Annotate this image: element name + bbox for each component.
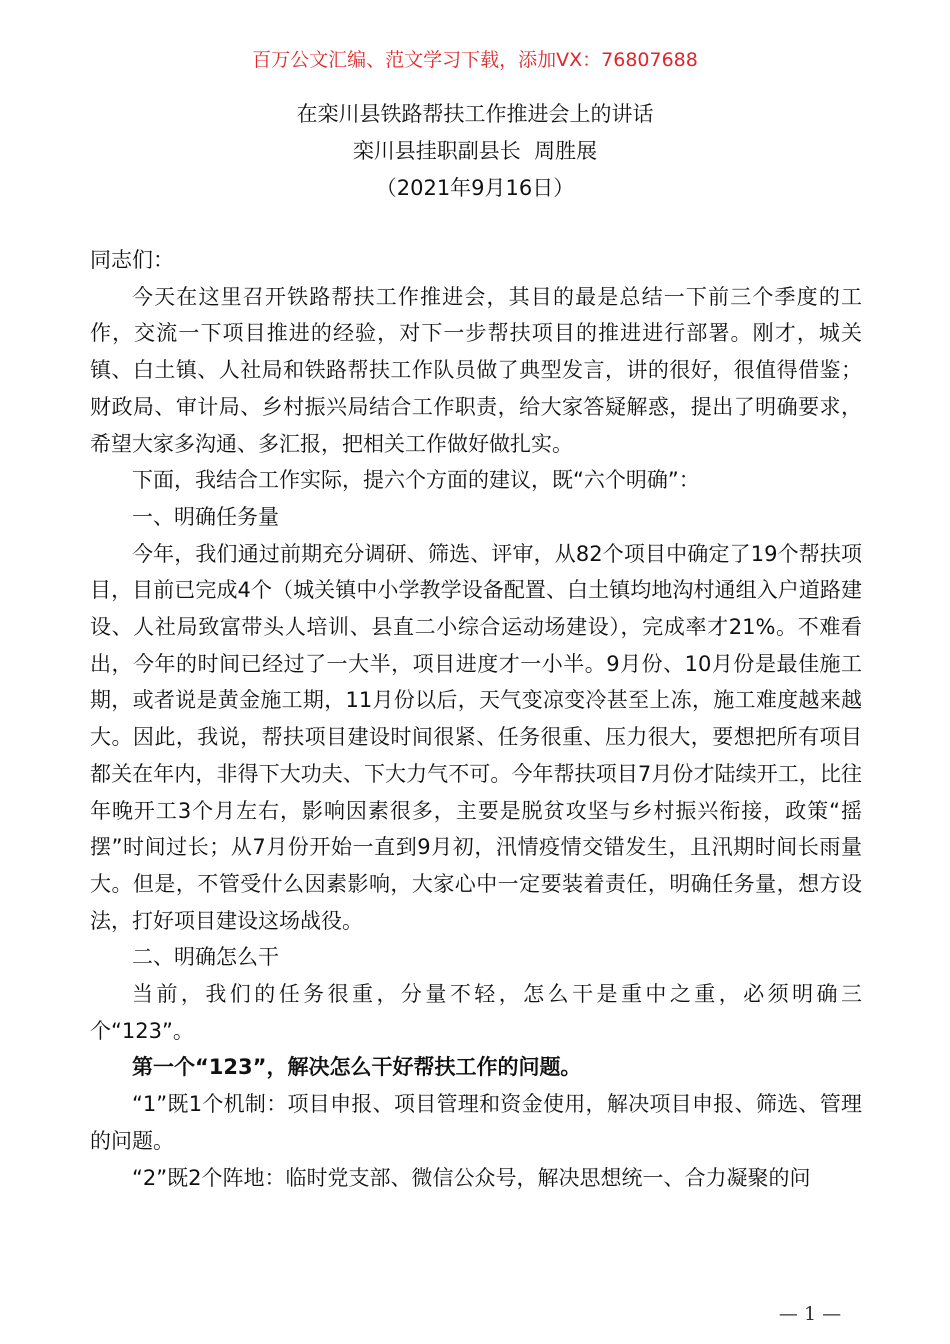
section-heading-1: 一、明确任务量 bbox=[132, 504, 279, 529]
title-block bbox=[0, 96, 950, 207]
paragraph-positions: “2”既2个阵地：临时党支部、微信公众号，解决思想统一、合力凝聚的问 bbox=[132, 1165, 811, 1190]
document-author: 栾川县挂职副县长 周胜展 bbox=[352, 139, 598, 163]
paragraph-intro: 今天在这里召开铁路帮扶工作推进会，其目的最是总结一下前三个季度的工作，交流一下项目推进的经验，对下一步帮扶项目的推进进行部署。刚才，城关镇、白土镇、人社局和铁路帮扶工作队员做了典型发言，讲的很好，很值得借鉴；财政局、审计局、乡村振兴局结合工作职责，给大家答疑解惑，提出了明确要求，希望大家多沟通、多汇报，把相关工作做好做扎实。 bbox=[90, 284, 862, 456]
paragraph-overview: 下面，我结合工作实际，提六个方面的建议，既“六个明确”： bbox=[132, 468, 700, 493]
header-banner: 百万公文汇编、范文学习下载，添加VX：76807688 bbox=[252, 49, 698, 71]
paragraph-how: 当前，我们的任务很重，分量不轻，怎么干是重中之重，必须明确三个“123”。 bbox=[90, 982, 862, 1043]
document-date: （2021年9月16日） bbox=[375, 176, 575, 200]
subheading-first-123: 第一个“123”，解决怎么干好帮扶工作的问题。 bbox=[132, 1055, 582, 1080]
salutation: 同志们： bbox=[90, 248, 174, 272]
document-body bbox=[90, 242, 862, 1196]
paragraph-mechanism: “1”既1个机制：项目申报、项目管理和资金使用，解决项目申报、筛选、管理的问题。 bbox=[90, 1092, 862, 1153]
section-heading-2: 二、明确怎么干 bbox=[132, 945, 279, 970]
paragraph-tasks: 今年，我们通过前期充分调研、筛选、评审，从82个项目中确定了19个帮扶项目，目前已完成4个（城关镇中小学教学设备配置、白土镇均地沟村通组入户道路建设、人社局致富带头人培训、县直二小综合运动场建设），完成率才21%。不难看出，今年的时间已经过了一大半，项目进度才一小半。9月份、10月份是最佳施工期，或者说是黄金施工期，11月份以后，天气变凉变冷甚至上冻，施工难度越来越大。因此，我说，帮扶项目建设时间很紧、任务很重、压力很大，要想把所有项目都关在年内，非得下大功夫、下大力气不可。今年帮扶项目7月份才陆续开工，比往年晚开工3个月左右，影响因素很多，主要是脱贫攻坚与乡村振兴衔接，政策“摇摆”时间过长；从7月份开始一直到9月初，汛情疫情交错发生，且汛期时间长雨量大。但是，不管受什么因素影响，大家心中一定要装着责任，明确任务量，想方设法，打好项目建设这场战役。 bbox=[90, 541, 862, 933]
document-title: 在栾川县铁路帮扶工作推进会上的讲话 bbox=[296, 102, 654, 126]
page-number: — 1 — bbox=[778, 1303, 842, 1325]
